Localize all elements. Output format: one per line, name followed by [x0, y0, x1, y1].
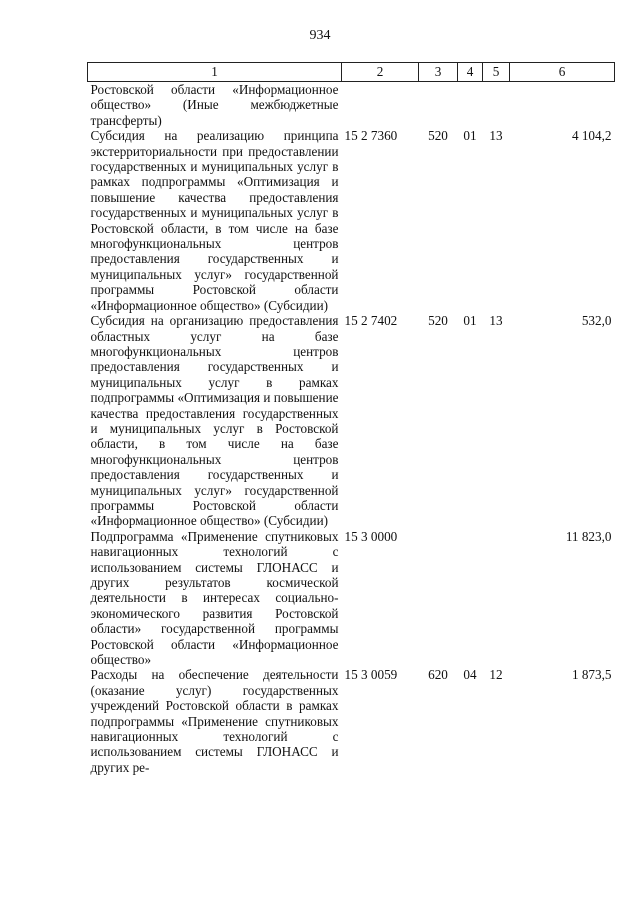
row-name: Субсидия на реализацию принципа экстерриториальности при предоставлении государственных и муниципальных услуг в рамках подпрограммы «Оптимизация и повышение качества предоставления государственных и муниципальных услуг в Ростовской области, в том числе на базе многофункциональных центров предоставления государственных и муниципальных услуг» государственной программы Ростовской области «Информационное общество» (Субсидии): [90, 128, 339, 313]
row-name: Ростовской области «Информационное общество» (Иные межбюджетные трансферты): [90, 82, 339, 128]
row-rz: [458, 82, 483, 129]
row-name: Подпрограмма «Применение спутниковых навигационных технологий с использованием системы ГЛОНАСС и других результатов космической деятельности в интересах социально-экономического развития Ростовской области» государственной программы Ростовской области «Информационное общество»: [90, 528, 339, 668]
row-vr: 520: [428, 128, 448, 144]
row-sum: 532,0: [581, 313, 612, 329]
table-row: [88, 82, 615, 129]
row-sum: 11 823,0: [565, 528, 612, 544]
budget-table: [87, 62, 615, 775]
row-rz: 04: [463, 667, 477, 683]
row-code: [342, 82, 419, 129]
row-pr: 13: [489, 128, 503, 144]
column-header-2: 2: [342, 63, 419, 82]
row-pr: 12: [489, 667, 503, 683]
row-code: 15 3 0059: [344, 667, 398, 683]
row-sum: 4 104,2: [571, 128, 612, 144]
row-vr: [419, 529, 458, 668]
row-code: 15 3 0000: [344, 528, 398, 544]
row-vr: 620: [428, 667, 448, 683]
row-code: 15 2 7360: [344, 128, 398, 144]
row-code: 15 2 7402: [344, 313, 398, 329]
column-header-1: 1: [88, 63, 342, 82]
row-name: Субсидия на организацию предоставления областных услуг на базе многофункциональных центров предоставления государственных и муниципальных услуг в рамках подпрограммы «Оптимизация и повышение качества предоставления государственных и муниципальных услуг в Ростовской области, в том числе на базе многофункциональных центров предоставления государственных и муниципальных услуг» государственной программы Ростовской области «Информационное общество» (Субсидии): [90, 313, 339, 529]
column-header-6: 6: [510, 63, 615, 82]
row-name: Расходы на обеспечение деятельности (оказание услуг) государственных учреждений Ростовской области в рамках подпрограммы «Применение спутниковых навигационных технологий с использованием системы ГЛОНАСС и других ре-: [90, 667, 339, 775]
row-pr: [483, 529, 510, 668]
column-header-3: 3: [419, 63, 458, 82]
row-rz: 01: [463, 128, 477, 144]
row-sum: 1 873,5: [571, 667, 612, 683]
row-pr: 13: [489, 313, 503, 329]
page-number: 934: [309, 28, 331, 43]
column-header-5: 5: [483, 63, 510, 82]
row-vr: 520: [428, 313, 448, 329]
row-vr: [419, 82, 458, 129]
row-pr: [483, 82, 510, 129]
table-row: [88, 128, 615, 313]
row-rz: 01: [463, 313, 477, 329]
column-header-4: 4: [458, 63, 483, 82]
table-row: [88, 667, 615, 775]
row-rz: [458, 529, 483, 668]
table-row: [88, 529, 615, 668]
table-header-row: [88, 63, 615, 82]
row-sum: [510, 82, 615, 129]
table-row: [88, 313, 615, 529]
